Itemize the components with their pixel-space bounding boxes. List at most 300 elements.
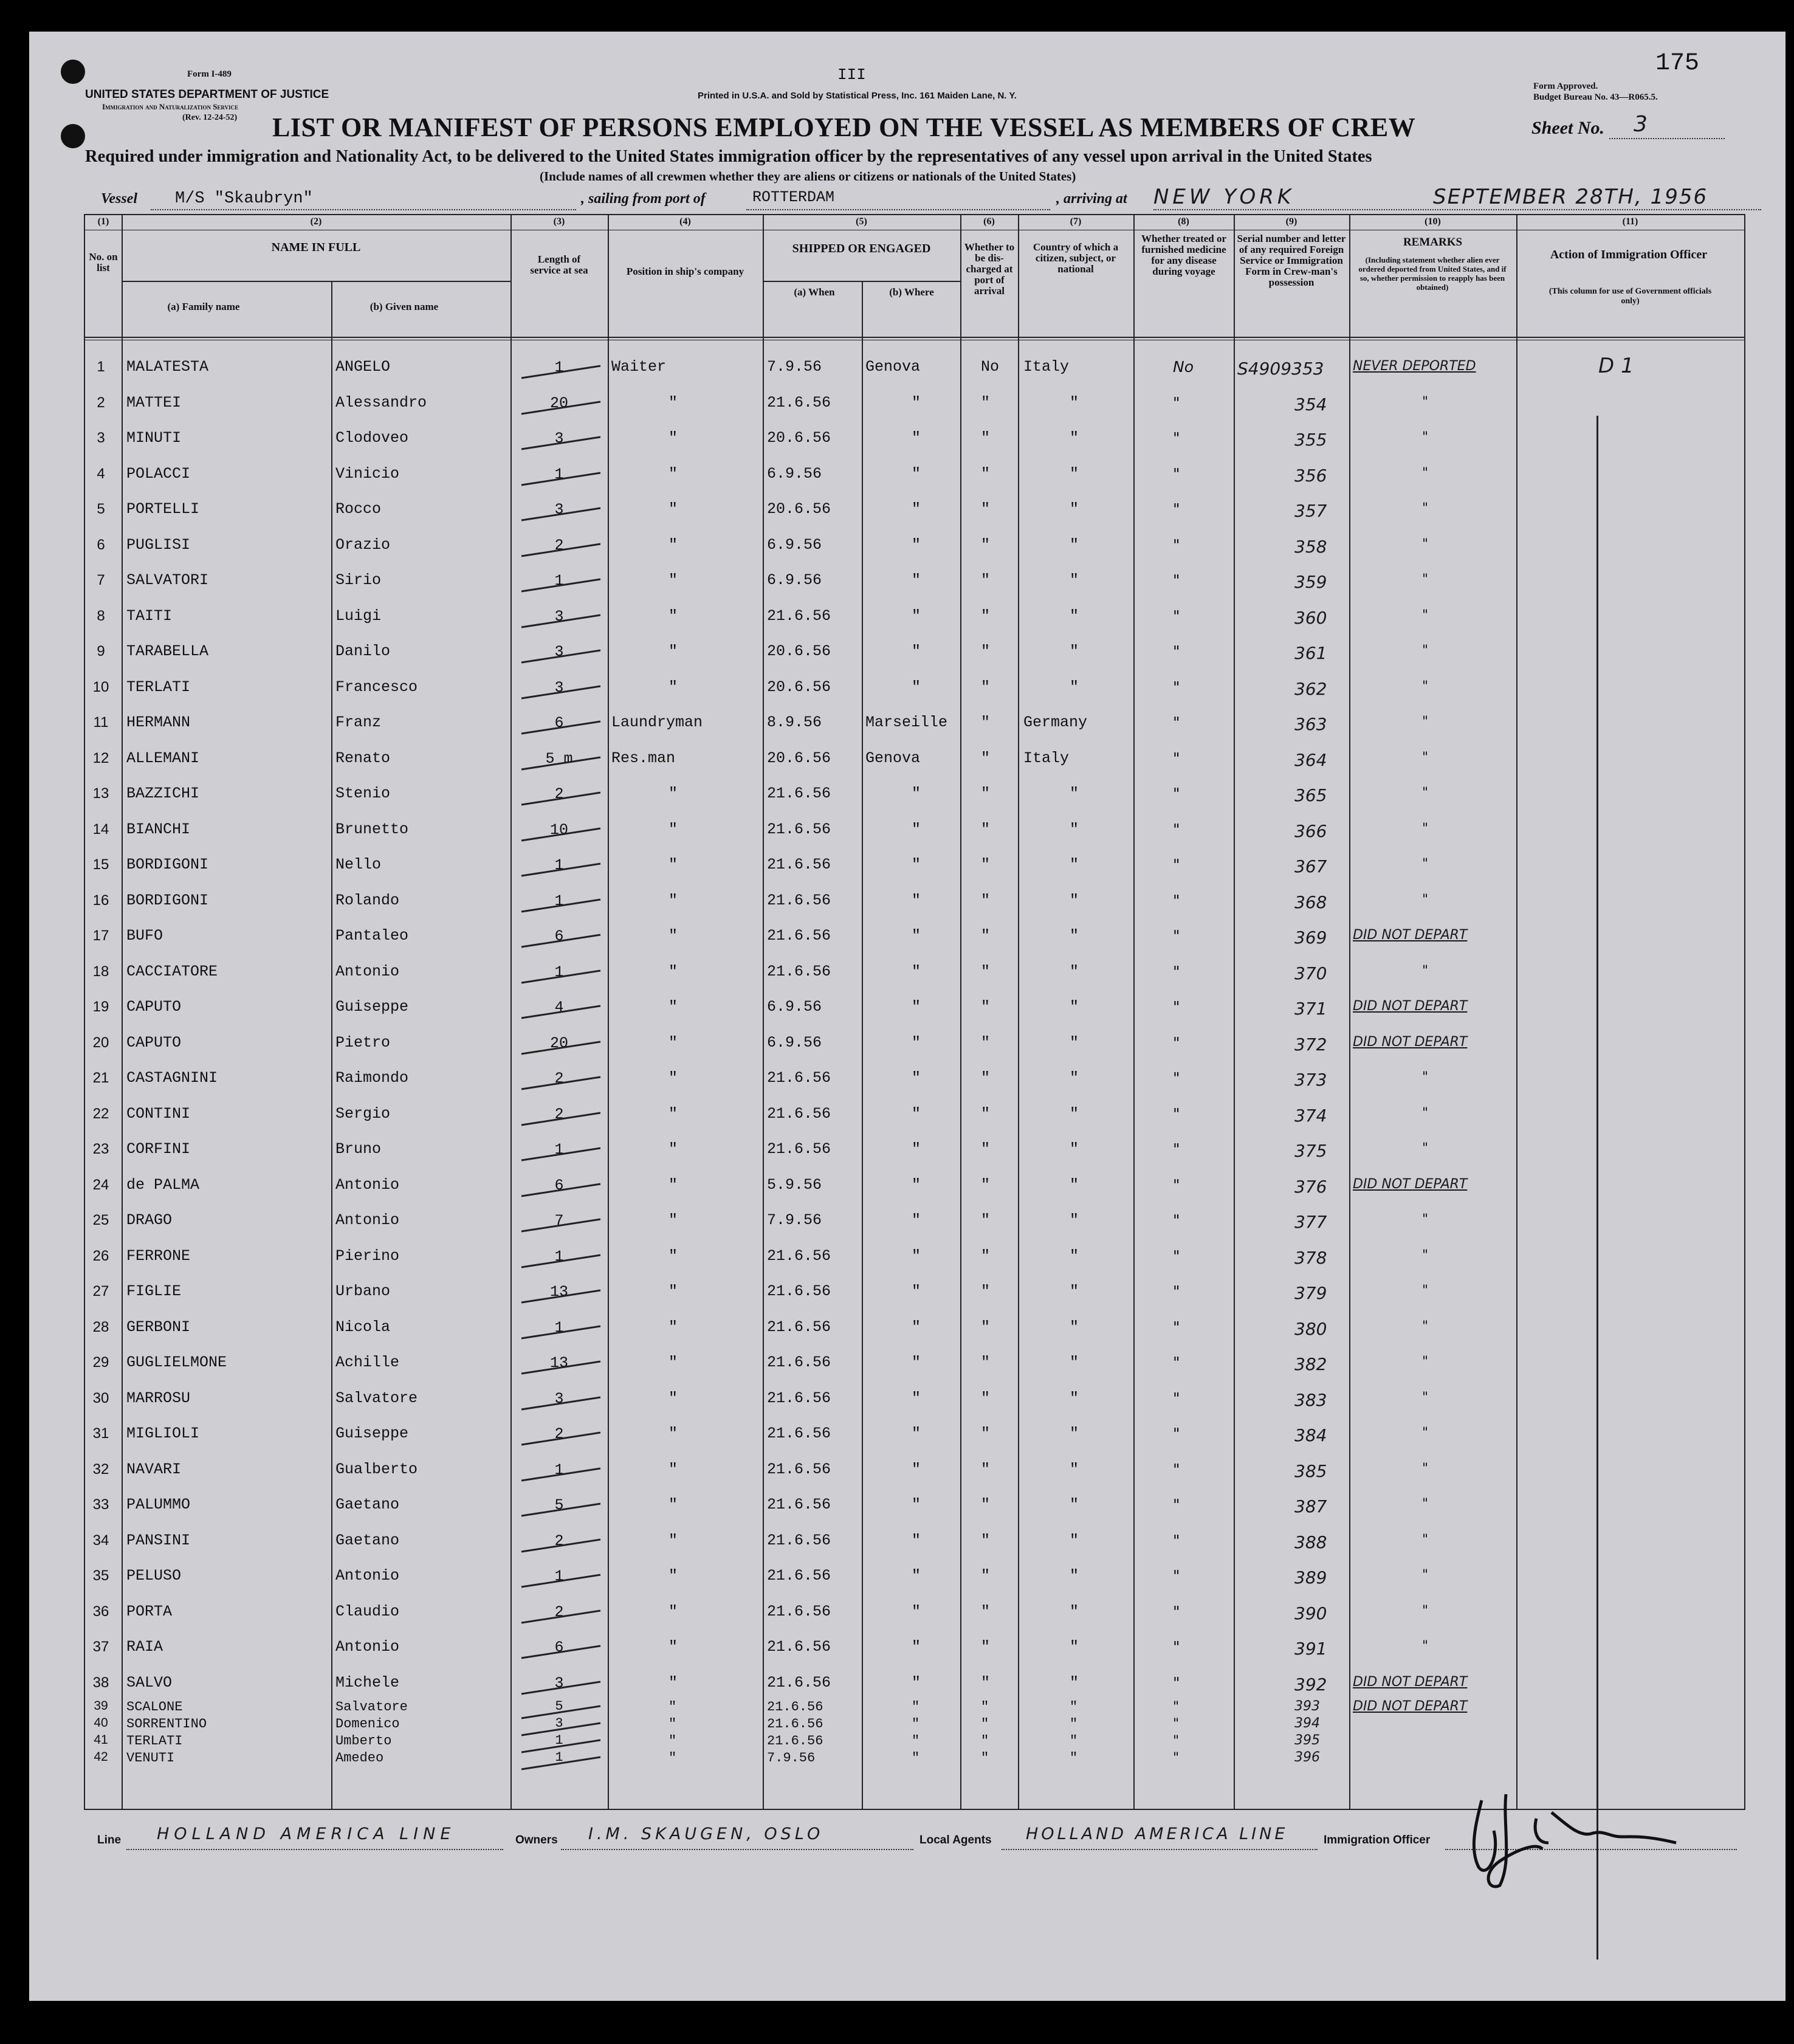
family-name: CACCIATORE xyxy=(126,962,218,980)
country: " xyxy=(1070,1750,1078,1766)
serial-number: 362 xyxy=(1294,678,1327,699)
header-serial: Serial number and letter of any required Foreign Service or Immigration Form in Crew-man's possession xyxy=(1237,233,1346,288)
given-name: Gaetano xyxy=(335,1531,400,1549)
serial-number: 372 xyxy=(1294,1034,1327,1055)
service-length: 6 xyxy=(554,714,564,732)
row-number: 2 xyxy=(97,394,105,411)
serial-number: 393 xyxy=(1294,1699,1320,1714)
position: " xyxy=(668,1282,678,1300)
row-number: 1 xyxy=(97,359,105,375)
family-name: PUGLISI xyxy=(126,535,191,554)
discharge: No xyxy=(981,358,1000,376)
position: " xyxy=(668,1247,678,1265)
serial-number: 392 xyxy=(1294,1674,1327,1695)
row-number: 38 xyxy=(92,1674,109,1691)
row-number: 11 xyxy=(93,714,109,731)
family-name: CAPUTO xyxy=(126,998,182,1016)
country: " xyxy=(1070,1389,1079,1407)
shipped-when: 21.6.56 xyxy=(767,1282,831,1300)
remarks: " xyxy=(1422,1532,1429,1547)
medicine: " xyxy=(1173,1318,1180,1336)
shipped-when: 21.6.56 xyxy=(767,1247,831,1265)
medicine: " xyxy=(1173,1638,1180,1656)
service-length: 1 xyxy=(554,572,564,590)
punch-hole-bottom xyxy=(61,124,85,148)
discharge: " xyxy=(981,642,991,660)
agents-label: Local Agents xyxy=(919,1834,992,1846)
discharge: " xyxy=(981,1175,991,1194)
action-mark: D 1 xyxy=(1598,354,1634,378)
shipped-when: 21.6.56 xyxy=(767,962,831,980)
remarks: DID NOT DEPART xyxy=(1353,1674,1468,1690)
discharge: " xyxy=(981,962,991,980)
service-length: 3 xyxy=(554,678,564,697)
remarks: " xyxy=(1422,749,1429,765)
discharge: " xyxy=(981,1389,991,1407)
arriving-port: NEW YORK xyxy=(1153,185,1295,209)
service-check-mark xyxy=(515,611,607,630)
header-medicine: Whether treated or furnished medicine for any disease during voyage xyxy=(1141,233,1227,277)
serial-number: 390 xyxy=(1294,1603,1327,1623)
service-check-mark xyxy=(515,576,607,594)
shipped-where: " xyxy=(912,1716,920,1732)
row-number: 33 xyxy=(92,1496,109,1513)
family-name: DRAGO xyxy=(126,1211,173,1229)
row-number: 5 xyxy=(97,501,105,517)
remarks: " xyxy=(1422,1070,1429,1085)
serial-number: 363 xyxy=(1294,714,1327,734)
shipped-where: " xyxy=(912,927,921,945)
position: " xyxy=(668,998,678,1016)
service-check-mark xyxy=(515,433,607,452)
position: " xyxy=(668,1496,678,1513)
line-label: Line xyxy=(97,1834,122,1846)
shipped-where: " xyxy=(912,1496,921,1513)
shipped-when: 21.6.56 xyxy=(767,1716,823,1732)
service-length: 2 xyxy=(554,785,564,803)
position: " xyxy=(668,1750,677,1766)
service-length: 1 xyxy=(554,892,564,910)
serial-number: 368 xyxy=(1294,892,1327,912)
service-length: 1 xyxy=(554,1247,564,1265)
sailing-label: , sailing from port of xyxy=(581,191,706,207)
service-length: 2 xyxy=(554,1603,564,1621)
given-name: Antonio xyxy=(335,1567,400,1585)
shipped-where: " xyxy=(912,571,921,589)
shipped-where: " xyxy=(912,1069,921,1087)
medicine: " xyxy=(1173,962,1180,980)
remarks: " xyxy=(1422,1283,1429,1298)
shipped-when: 21.6.56 xyxy=(767,1602,831,1620)
medicine: " xyxy=(1173,393,1180,411)
family-name: PANSINI xyxy=(126,1531,191,1549)
family-name: BORDIGONI xyxy=(126,891,209,909)
family-name: BAZZICHI xyxy=(126,785,200,802)
medicine: " xyxy=(1173,571,1180,589)
country: " xyxy=(1070,1531,1079,1549)
medicine: " xyxy=(1173,1389,1180,1407)
given-name: Antonio xyxy=(335,1638,400,1656)
service-check-mark xyxy=(515,398,607,416)
shipped-when: 21.6.56 xyxy=(767,1673,831,1691)
country: " xyxy=(1070,1638,1079,1656)
col-line-5 xyxy=(763,215,764,1809)
row-number: 35 xyxy=(92,1567,109,1584)
serial-number: 380 xyxy=(1294,1318,1327,1339)
subtitle-note: (Include names of all crewmen whether they are aliens or citizens or nationals of the United States) xyxy=(540,169,1076,184)
medicine: " xyxy=(1173,1175,1180,1194)
service-length: 5 xyxy=(554,1496,564,1514)
family-name: MINUTI xyxy=(126,429,182,447)
given-name: Antonio xyxy=(335,1211,400,1229)
row-number: 24 xyxy=(92,1176,109,1193)
shipped-where: " xyxy=(912,1733,920,1749)
service-check-mark xyxy=(515,1323,607,1341)
given-name: Nello xyxy=(335,856,382,873)
service-check-mark xyxy=(515,1073,607,1092)
service-length: 1 xyxy=(555,1733,563,1748)
medicine: " xyxy=(1173,856,1180,873)
shipped-where: " xyxy=(912,500,921,518)
shipped-when: 20.6.56 xyxy=(767,429,831,447)
shipped-when: 21.6.56 xyxy=(767,1069,831,1087)
position: " xyxy=(668,1699,677,1715)
colnum-10: (10) xyxy=(1425,216,1441,227)
position: " xyxy=(668,891,678,909)
given-name: Pietro xyxy=(335,1033,391,1051)
family-name: SALVATORI xyxy=(126,571,209,589)
medicine: " xyxy=(1173,642,1180,660)
serial-number: 377 xyxy=(1294,1212,1327,1232)
service-check-mark xyxy=(515,1216,607,1234)
shipped-when: 21.6.56 xyxy=(767,1496,831,1513)
remarks: " xyxy=(1422,1461,1429,1476)
shipped-when: 21.6.56 xyxy=(767,1104,831,1123)
shipped-when: 6.9.56 xyxy=(767,464,822,483)
position: Res.man xyxy=(611,749,676,767)
given-name: Amedeo xyxy=(335,1750,384,1766)
shipped-where: " xyxy=(912,464,921,483)
given-name: Alessandro xyxy=(335,393,427,411)
shipped-when: 6.9.56 xyxy=(767,571,822,589)
service-check-mark xyxy=(515,1358,607,1376)
medicine: " xyxy=(1173,607,1180,625)
country: " xyxy=(1070,1211,1079,1229)
family-name: BUFO xyxy=(126,927,163,945)
shipped-when: 7.9.56 xyxy=(767,1750,816,1766)
service-check-mark xyxy=(515,1571,607,1589)
given-name: Luigi xyxy=(335,607,382,625)
country: " xyxy=(1070,1733,1078,1749)
discharge: " xyxy=(981,1318,991,1336)
remarks: " xyxy=(1422,394,1429,410)
service-length: 3 xyxy=(554,607,564,625)
family-name: MATTEI xyxy=(126,393,182,411)
service-check-mark xyxy=(515,1287,607,1305)
serial-number: S4909353 xyxy=(1237,359,1324,379)
service-check-mark xyxy=(515,931,607,949)
row-number: 15 xyxy=(92,856,109,873)
given-name: Rolando xyxy=(335,891,400,909)
medicine: " xyxy=(1173,714,1180,731)
row-number: 20 xyxy=(92,1034,109,1051)
shipped-when: 21.6.56 xyxy=(767,1460,831,1478)
header-bottom-rule xyxy=(85,337,1744,338)
shipped-when: 21.6.56 xyxy=(767,820,831,838)
position: " xyxy=(668,429,678,447)
row-number: 42 xyxy=(94,1750,108,1764)
colnum-6: (6) xyxy=(983,216,995,227)
roman-numeral: III xyxy=(837,66,866,84)
position: " xyxy=(668,1638,678,1656)
remarks: " xyxy=(1422,1639,1429,1654)
service-check-mark xyxy=(515,1678,607,1696)
remarks: DID NOT DEPART xyxy=(1353,1034,1468,1050)
shipped-where: " xyxy=(912,1140,921,1158)
medicine: " xyxy=(1173,464,1180,483)
medicine: " xyxy=(1173,1567,1180,1585)
shipped-when: 8.9.56 xyxy=(767,714,822,731)
discharge: " xyxy=(981,1699,989,1715)
medicine: " xyxy=(1173,678,1180,696)
header-country: Country of which a citizen, subject, or national xyxy=(1033,241,1119,275)
position: " xyxy=(668,393,678,411)
service-check-mark xyxy=(515,1144,607,1163)
colnum-11: (11) xyxy=(1622,216,1638,227)
row-number: 26 xyxy=(92,1247,109,1264)
country: " xyxy=(1070,1069,1079,1087)
owners-value: I.M. SKAUGEN, OSLO xyxy=(588,1825,824,1843)
service-length: 13 xyxy=(549,1283,568,1301)
col-line-8 xyxy=(1133,215,1135,1809)
country: " xyxy=(1070,393,1079,411)
shipped-when: 21.6.56 xyxy=(767,927,831,945)
country: " xyxy=(1070,607,1079,625)
family-name: MARROSU xyxy=(126,1389,191,1407)
colnum-7: (7) xyxy=(1070,216,1082,227)
serial-number: 373 xyxy=(1294,1070,1327,1090)
given-name: Salvatore xyxy=(335,1389,418,1407)
discharge: " xyxy=(981,500,991,518)
country: " xyxy=(1070,642,1079,660)
medicine: " xyxy=(1173,1069,1180,1087)
arrival-date: SEPTEMBER 28TH, 1956 xyxy=(1433,185,1708,209)
vessel-name: M/S "Skaubryn" xyxy=(175,190,313,208)
country: " xyxy=(1070,1033,1079,1051)
given-name: Guiseppe xyxy=(335,1425,409,1442)
discharge: " xyxy=(981,785,991,802)
row-number: 34 xyxy=(92,1532,109,1549)
row-number: 7 xyxy=(97,572,105,588)
given-name: Pantaleo xyxy=(335,927,409,945)
service-check-mark xyxy=(515,647,607,665)
position: " xyxy=(668,1389,678,1407)
service-check-mark xyxy=(515,1753,607,1772)
service-check-mark xyxy=(515,754,607,772)
shipped-where: " xyxy=(912,393,921,411)
discharge: " xyxy=(981,1531,991,1549)
serial-number: 365 xyxy=(1294,785,1327,805)
service-length: 1 xyxy=(554,465,564,483)
serial-number: 364 xyxy=(1294,749,1327,770)
family-name: de PALMA xyxy=(126,1175,200,1194)
discharge: " xyxy=(981,998,991,1016)
remarks: " xyxy=(1422,1212,1429,1227)
header-when: (a) When xyxy=(794,286,835,298)
medicine: " xyxy=(1173,1104,1180,1123)
position: " xyxy=(668,927,678,945)
position: " xyxy=(668,1602,678,1620)
medicine: No xyxy=(1173,358,1194,376)
serial-number: 355 xyxy=(1294,430,1327,450)
remarks: DID NOT DEPART xyxy=(1353,1699,1468,1714)
shipped-when: 21.6.56 xyxy=(767,1354,831,1371)
row-number: 8 xyxy=(97,607,105,624)
discharge: " xyxy=(981,1567,991,1585)
service-length: 1 xyxy=(554,1318,564,1337)
country: " xyxy=(1070,1318,1079,1336)
service-length: 3 xyxy=(555,1716,563,1731)
agents-underline xyxy=(1002,1849,1318,1850)
family-name: FERRONE xyxy=(126,1247,191,1265)
remarks: " xyxy=(1422,572,1429,587)
service-check-mark xyxy=(515,1429,607,1447)
officer-label: Immigration Officer xyxy=(1324,1834,1431,1846)
service-check-mark xyxy=(515,967,607,985)
serial-number: 361 xyxy=(1294,643,1327,663)
shipped-where: " xyxy=(912,607,921,625)
row-number: 13 xyxy=(92,785,109,802)
manifest-sheet xyxy=(29,32,1785,2001)
serial-number: 384 xyxy=(1294,1425,1327,1445)
shipped-when: 21.6.56 xyxy=(767,1567,831,1585)
shipped-where: " xyxy=(912,1425,921,1442)
given-name: ANGELO xyxy=(335,358,391,376)
col-line-2 xyxy=(331,281,332,1809)
service-check-mark xyxy=(515,1109,607,1127)
given-name: Achille xyxy=(335,1354,400,1371)
row-number: 36 xyxy=(92,1603,109,1620)
family-name: PALUMMO xyxy=(126,1496,191,1513)
service-check-mark xyxy=(515,469,607,487)
country: " xyxy=(1070,1140,1079,1158)
header-action-note: (This column for use of Government officials only) xyxy=(1548,287,1712,306)
sheet-line xyxy=(1609,138,1725,139)
country: " xyxy=(1070,429,1079,447)
discharge: " xyxy=(981,891,991,909)
medicine: " xyxy=(1173,749,1180,767)
shipped-where: Genova xyxy=(865,749,921,767)
family-name: SORRENTINO xyxy=(126,1716,207,1732)
family-name: CONTINI xyxy=(126,1104,191,1123)
given-name: Bruno xyxy=(335,1140,382,1158)
shipped-when: 20.6.56 xyxy=(767,678,831,696)
shipped-when: 20.6.56 xyxy=(767,500,831,518)
discharge: " xyxy=(981,1750,989,1766)
row-number: 12 xyxy=(92,749,109,766)
country: " xyxy=(1070,1354,1079,1371)
form-number: Form I-489 xyxy=(187,69,232,79)
row-number: 18 xyxy=(92,963,109,980)
remarks: " xyxy=(1422,1496,1429,1512)
sheet-number: 3 xyxy=(1634,112,1648,137)
row-number: 29 xyxy=(92,1354,109,1371)
remarks: DID NOT DEPART xyxy=(1353,1176,1468,1192)
shipped-where: " xyxy=(912,1033,921,1051)
discharge: " xyxy=(981,927,991,945)
family-name: HERMANN xyxy=(126,714,191,731)
family-name: VENUTI xyxy=(126,1750,175,1766)
punch-hole-top xyxy=(61,60,85,84)
discharge: " xyxy=(981,1282,991,1300)
given-name: Urbano xyxy=(335,1282,391,1300)
shipped-where: " xyxy=(912,998,921,1016)
service-name: Immigration and Naturalization Service xyxy=(102,102,239,111)
given-name: Orazio xyxy=(335,535,391,554)
service-length: 3 xyxy=(554,430,564,447)
service-length: 1 xyxy=(554,963,564,981)
colnum-1: (1) xyxy=(97,216,109,227)
medicine: " xyxy=(1173,1282,1180,1300)
medicine: " xyxy=(1173,1750,1180,1766)
shipped-where: Genova xyxy=(865,358,921,376)
position: " xyxy=(668,1716,677,1732)
row-number: 16 xyxy=(92,892,109,909)
discharge: " xyxy=(981,1140,991,1158)
service-length: 1 xyxy=(554,856,564,874)
shipped-where: " xyxy=(912,1460,921,1478)
service-length: 6 xyxy=(554,1176,564,1194)
shipped-where: " xyxy=(912,1638,921,1656)
position: " xyxy=(668,1460,678,1478)
discharge: " xyxy=(981,571,991,589)
service-length: 2 xyxy=(554,1532,564,1550)
serial-number: 388 xyxy=(1294,1532,1327,1552)
shipped-where: " xyxy=(912,962,921,980)
position: " xyxy=(668,607,678,625)
service-check-mark xyxy=(515,1251,607,1270)
country: " xyxy=(1070,1104,1079,1123)
shipped-when: 21.6.56 xyxy=(767,1425,831,1442)
shipped-when: 6.9.56 xyxy=(767,1033,822,1051)
shipped-when: 21.6.56 xyxy=(767,1389,831,1407)
serial-number: 378 xyxy=(1294,1247,1327,1268)
serial-number: 394 xyxy=(1294,1716,1320,1731)
discharge: " xyxy=(981,1733,989,1749)
discharge: " xyxy=(981,714,991,731)
country: " xyxy=(1070,962,1079,980)
given-name: Gualberto xyxy=(335,1460,418,1478)
row-number: 4 xyxy=(97,465,105,482)
serial-number: 369 xyxy=(1294,927,1327,948)
country: " xyxy=(1070,785,1079,802)
port-line xyxy=(746,209,1050,210)
shipped-where: " xyxy=(912,1673,921,1691)
country: " xyxy=(1070,856,1079,873)
family-name: BORDIGONI xyxy=(126,856,209,873)
shipped-when: 21.6.56 xyxy=(767,393,831,411)
shipped-where: " xyxy=(912,1318,921,1336)
family-name: CAPUTO xyxy=(126,1033,182,1051)
remarks: " xyxy=(1422,963,1429,979)
arriving-label: , arriving at xyxy=(1056,191,1127,207)
family-name: ALLEMANI xyxy=(126,749,200,767)
service-check-mark xyxy=(515,504,607,523)
shipped-when: 21.6.56 xyxy=(767,607,831,625)
service-length: 4 xyxy=(554,999,564,1016)
given-name: Sergio xyxy=(335,1104,391,1123)
remarks: " xyxy=(1422,465,1429,481)
